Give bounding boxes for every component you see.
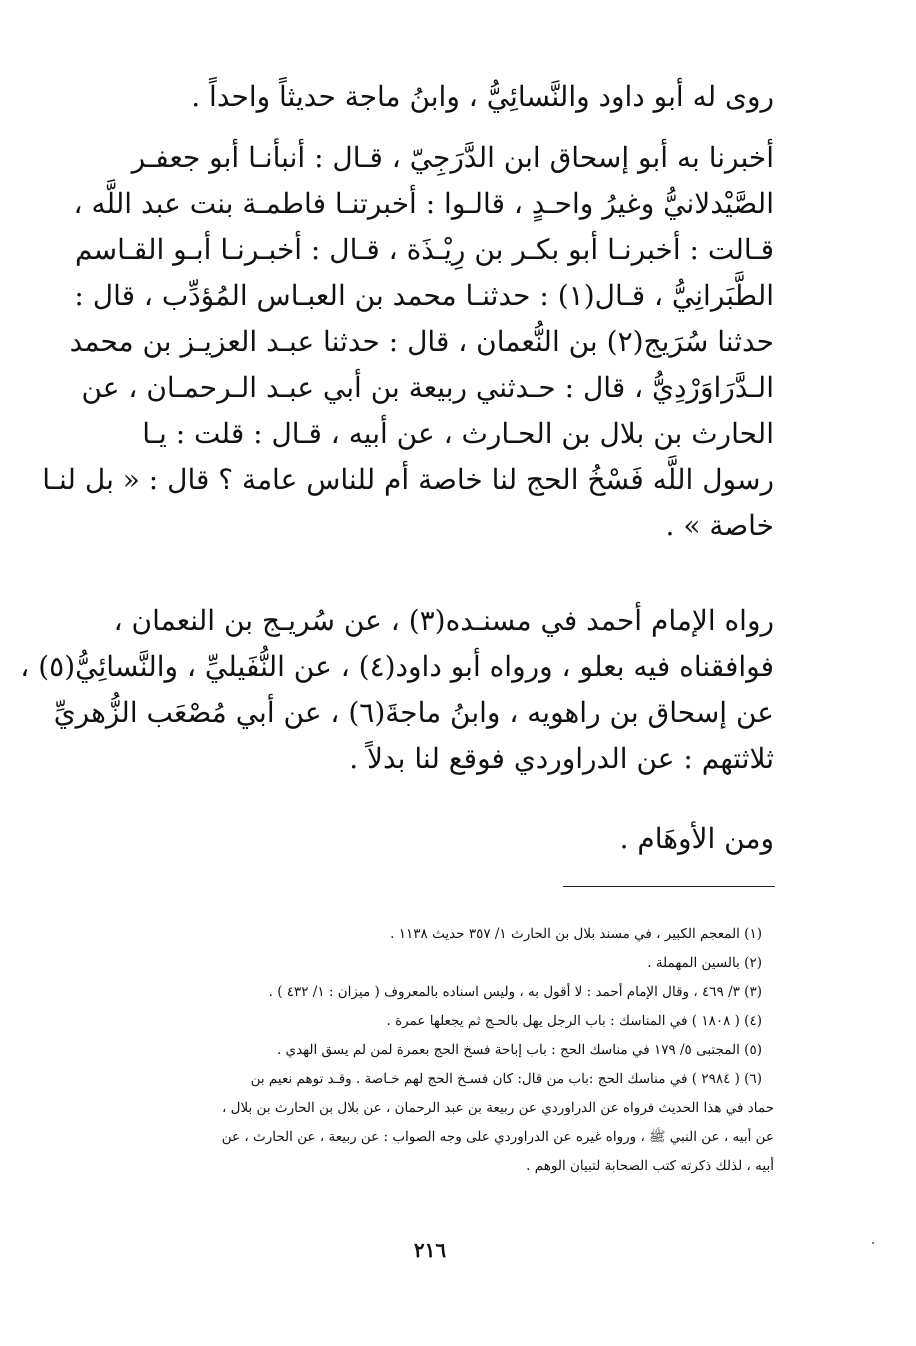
footnote-separator: [563, 886, 775, 887]
text-line: ثلاثتهم : عن الدراوردي فوقع لنا بدلاً .: [349, 742, 774, 775]
footnote-line: أبيه ، لذلك ذكرته كتب الصحابة لتبيان الوهم .: [526, 1158, 774, 1174]
text-line: فوافقناه فيه بعلو ، ورواه أبو داود(٤) ، عن النُّفَيليِّ ، والنَّسائِيُّ(٥) ،: [20, 650, 774, 683]
text-line: الطَّبَرانِيُّ ، قـال(١) : حدثنـا محمد بن العبـاس المُؤدِّب ، قال :: [74, 279, 774, 312]
paragraph-sources: [20, 598, 774, 782]
paragraph-section-heading: [134, 816, 774, 862]
text-line: رواه الإمام أحمد في مسنـده(٣) ، عن سُريـج بن النعمان ،: [113, 604, 774, 637]
text-line: عن إسحاق بن راهويه ، وابنُ ماجةَ(٦) ، عن أبي مُصْعَب الزُّهريِّ: [53, 696, 774, 729]
footnote-line: (١) المعجم الكبير ، في مسند بلال بن الحارث ١/ ٣٥٧ حديث ١١٣٨ .: [390, 926, 762, 942]
footnotes: [124, 920, 774, 1181]
scan-speck: [872, 1242, 874, 1244]
text-line: قـالت : أخبرنـا أبو بكـر بن رِيْـذَة ، قـال : أخبـرنـا أبـو القـاسم: [74, 233, 774, 266]
text-line: ومن الأوهَام .: [619, 822, 774, 855]
text-line: الحارث بن بلال بن الحـارث ، عن أبيه ، قـال : قلت : يـا: [142, 417, 774, 450]
footnote-line: حماد في هذا الحديث فرواه عن الدراوردي عن ربيعة بن عبد الرحمان ، عن بلال بن الحارث بن بلال ،: [221, 1100, 774, 1116]
footnote-line: (٦) ( ٢٩٨٤ ) في مناسك الحج :باب من قال: كان فسـخ الحج لهم خـاصة . وقـد توهم نعيم بن: [250, 1071, 762, 1087]
text-line: رسول اللَّه فَسْخُ الحج لنا خاصة أم للناس عامة ؟ قال : « بل لنـا: [42, 463, 774, 496]
paragraph-narrators: [134, 74, 774, 120]
text-line: خاصة » .: [665, 509, 774, 542]
text-line: الـدَّرَاوَرْدِيُّ ، قال : حـدثني ربيعة بن أبي عبـد الـرحمـان ، عن: [81, 371, 774, 404]
text-line: أخبرنا به أبو إسحاق ابن الدَّرَجِيّ ، قـال : أنبأنـا أبو جعفـر: [131, 141, 774, 174]
footnote-line: (٤) ( ١٨٠٨ ) في المناسك : باب الرجل يهل بالحـج ثم يجعلها عمرة .: [386, 1013, 762, 1029]
text-line: روى له أبو داود والنَّسائِيُّ ، وابنُ ماجة حديثاً واحداً .: [191, 80, 774, 113]
text-line: حدثنا سُرَيج(٢) بن النُّعمان ، قال : حدثنا عبـد العزيـز بن محمد: [69, 325, 774, 358]
footnote-line: (٥) المجتبى ٥/ ١٧٩ في مناسك الحج : باب إباحة فسخ الحج بعمرة لمن لم يسق الهدي .: [276, 1042, 762, 1058]
footnote-line: (٢) بالسين المهملة .: [647, 955, 762, 971]
text-line: الصَّيْدلانيُّ وغيرُ واحـدٍ ، قالـوا : أخبرتنـا فاطمـة بنت عبد اللَّه ،: [73, 187, 774, 220]
footnote-line: (٣) ٣/ ٤٦٩ ، وقال الإمام أحمد : لا أقول به ، وليس اسناده بالمعروف ( ميزان : ١/ ٤٣٢ ) .: [268, 984, 762, 1000]
paragraph-hadith-chain: [42, 135, 774, 549]
page-number: ٢١٦: [413, 1238, 447, 1262]
footnote-line: عن أبيه ، عن النبي ﷺ ، ورواه غيره عن الدراوردي على وجه الصواب : عن ربيعة ، عن الحارث ، عن: [221, 1129, 774, 1145]
